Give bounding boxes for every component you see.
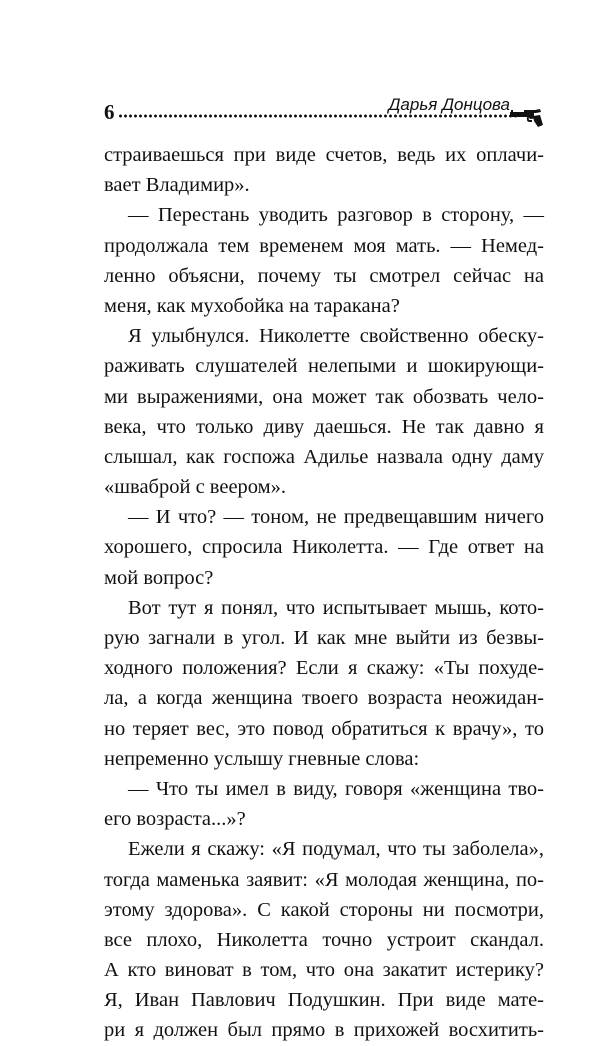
text-line: продолжала тем временем моя мать. — Немед- — [104, 234, 544, 257]
text-line: но теряет вес, это повод обратиться к врачу», то — [104, 717, 544, 740]
text-line: — Что ты имел в виду, говоря «женщина тво- — [128, 777, 544, 800]
body-text — [104, 140, 544, 1046]
text-line: раживать слушателей нелепыми и шокирующи- — [104, 355, 544, 378]
page-number: 6 — [104, 100, 115, 124]
running-header — [104, 95, 544, 131]
text-line: страиваешься при виде счетов, ведь их оплачи- — [104, 144, 544, 166]
text-line: вает Владимир». — [104, 174, 250, 197]
text-line: рую загнали в угол. И как мне выйти из безвы- — [104, 627, 544, 649]
text-line: все плохо, Николетта точно устроит скандал. — [104, 928, 544, 951]
text-line: слышал, как госпожа Адилье назвала одну даму — [104, 445, 544, 468]
text-line: Вот тут я понял, что испытывает мышь, кото- — [128, 596, 544, 619]
text-line: «шваброй с веером». — [104, 476, 287, 499]
text-line: ми выражениями, она может так обозвать чело- — [104, 385, 544, 408]
text-line: Ежели я скажу: «Я подумал, что ты заболела», — [128, 838, 544, 861]
text-line: — И что? — тоном, не предвещавшим ничего — [128, 506, 544, 529]
text-line: ри я должен был прямо в прихожей восхитить- — [104, 1019, 544, 1042]
text-line: ходного положения? Если я скажу: «Ты похуде- — [104, 657, 544, 680]
text-line: Я, Иван Павлович Подушкин. При виде мате- — [104, 989, 544, 1012]
text-line: меня, как мухобойка на таракана? — [104, 294, 400, 317]
text-line: этому здорова». С какой стороны ни посмотри, — [104, 898, 544, 921]
text-line: ла, а когда женщина твоего возраста неожидан- — [104, 687, 544, 710]
text-line: мой вопрос? — [104, 566, 214, 589]
text-line: А кто виноват в том, что она закатит истерику? — [104, 959, 544, 982]
text-line: непременно услышу гневные слова: — [104, 747, 420, 770]
text-line: века, что только диву даешься. Не так давно я — [104, 415, 544, 438]
text-line: тогда маменька заявит: «Я молодая женщина, по- — [104, 868, 544, 891]
dotted-leader — [118, 114, 518, 118]
text-line: хорошего, спросила Николетта. — Где ответ на — [104, 536, 544, 559]
author-name: Дарья Донцова — [388, 95, 510, 114]
pistol-icon — [510, 109, 544, 129]
text-line: ленно объясни, почему ты смотрел сейчас на — [104, 264, 544, 287]
text-line: его возраста...»? — [104, 808, 246, 831]
text-line: — Перестань уводить разговор в сторону, — — [128, 204, 544, 227]
text-line: Я улыбнулся. Николетте свойственно обеску- — [128, 325, 544, 348]
